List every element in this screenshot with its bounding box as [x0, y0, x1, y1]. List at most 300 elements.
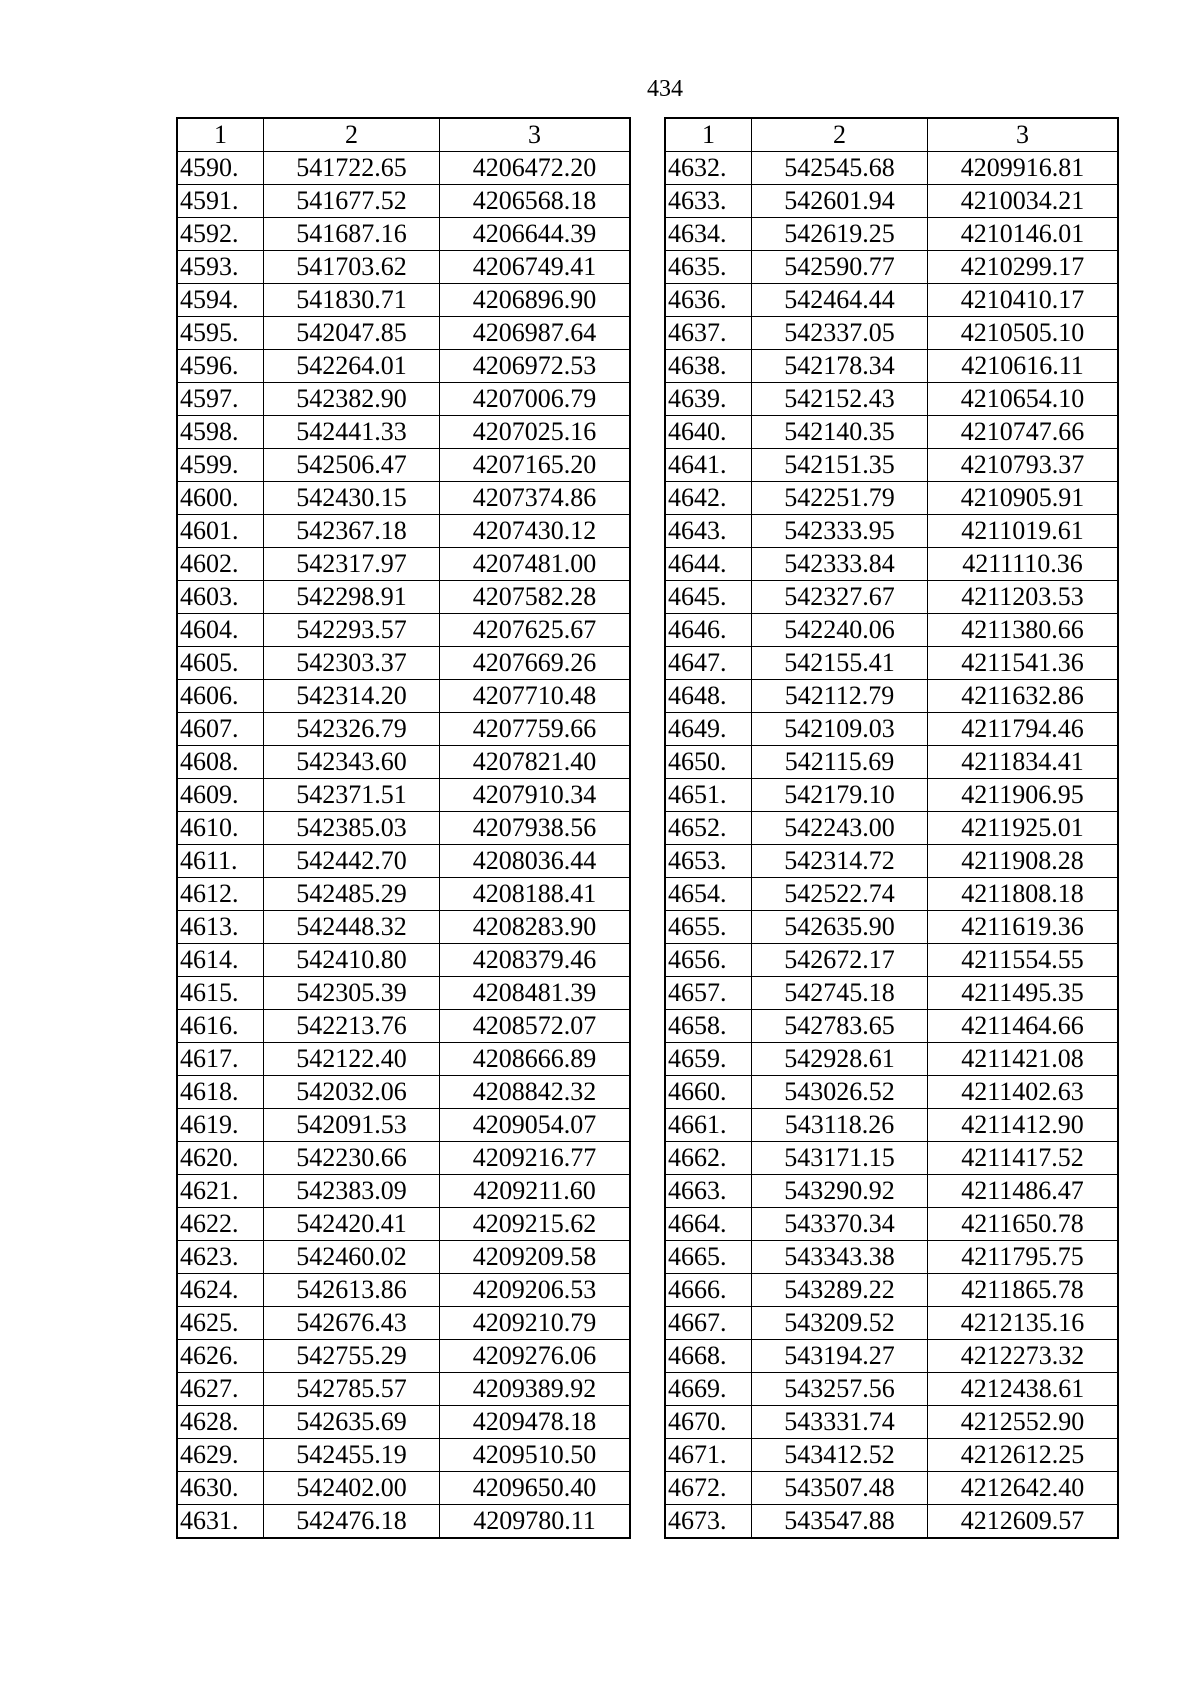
- table-row: [666, 1142, 1118, 1175]
- table-row: [666, 1406, 1118, 1439]
- table-row: [666, 614, 1118, 647]
- x-coordinate-cell: 542179.10: [752, 779, 928, 812]
- y-coordinate-cell: 4206644.39: [440, 218, 630, 251]
- x-coordinate-cell: 542402.00: [264, 1472, 440, 1505]
- x-coordinate-cell: 542314.20: [264, 680, 440, 713]
- table-row: [666, 680, 1118, 713]
- x-coordinate-cell: 542545.68: [752, 152, 928, 185]
- y-coordinate-cell: 4206472.20: [440, 152, 630, 185]
- table-row: [666, 878, 1118, 911]
- y-coordinate-cell: 4212609.57: [928, 1505, 1118, 1538]
- x-coordinate-cell: 542314.72: [752, 845, 928, 878]
- table-row: [178, 284, 630, 317]
- table-row: [178, 614, 630, 647]
- y-coordinate-cell: 4207759.66: [440, 713, 630, 746]
- x-coordinate-cell: 542178.34: [752, 350, 928, 383]
- point-number-cell: 4673.: [666, 1505, 752, 1538]
- point-number-cell: 4623.: [178, 1241, 264, 1274]
- table-row: [178, 350, 630, 383]
- x-coordinate-cell: 542317.97: [264, 548, 440, 581]
- point-number-cell: 4653.: [666, 845, 752, 878]
- x-coordinate-cell: 542441.33: [264, 416, 440, 449]
- table-header-row: [666, 119, 1118, 152]
- point-number-cell: 4658.: [666, 1010, 752, 1043]
- table-row: [178, 1373, 630, 1406]
- y-coordinate-cell: 4211834.41: [928, 746, 1118, 779]
- point-number-cell: 4660.: [666, 1076, 752, 1109]
- table-row: [666, 1241, 1118, 1274]
- table-row: [666, 1439, 1118, 1472]
- x-coordinate-cell: 542343.60: [264, 746, 440, 779]
- y-coordinate-cell: 4208188.41: [440, 878, 630, 911]
- y-coordinate-cell: 4211110.36: [928, 548, 1118, 581]
- point-number-cell: 4644.: [666, 548, 752, 581]
- point-number-cell: 4592.: [178, 218, 264, 251]
- point-number-cell: 4629.: [178, 1439, 264, 1472]
- y-coordinate-cell: 4206568.18: [440, 185, 630, 218]
- point-number-cell: 4601.: [178, 515, 264, 548]
- x-coordinate-cell: 543331.74: [752, 1406, 928, 1439]
- point-number-cell: 4594.: [178, 284, 264, 317]
- table-row: [178, 713, 630, 746]
- x-coordinate-cell: 542152.43: [752, 383, 928, 416]
- point-number-cell: 4617.: [178, 1043, 264, 1076]
- table-row: [666, 218, 1118, 251]
- x-coordinate-cell: 542115.69: [752, 746, 928, 779]
- point-number-cell: 4635.: [666, 251, 752, 284]
- column-header-x: 2: [752, 119, 928, 152]
- point-number-cell: 4661.: [666, 1109, 752, 1142]
- x-coordinate-cell: 542506.47: [264, 449, 440, 482]
- x-coordinate-cell: 543290.92: [752, 1175, 928, 1208]
- column-header-y: 3: [928, 119, 1118, 152]
- y-coordinate-cell: 4207669.26: [440, 647, 630, 680]
- point-number-cell: 4605.: [178, 647, 264, 680]
- y-coordinate-cell: 4210410.17: [928, 284, 1118, 317]
- point-number-cell: 4646.: [666, 614, 752, 647]
- x-coordinate-cell: 543412.52: [752, 1439, 928, 1472]
- y-coordinate-cell: 4207430.12: [440, 515, 630, 548]
- y-coordinate-cell: 4211619.36: [928, 911, 1118, 944]
- table-row: [666, 317, 1118, 350]
- y-coordinate-cell: 4207625.67: [440, 614, 630, 647]
- point-number-cell: 4609.: [178, 779, 264, 812]
- point-number-cell: 4614.: [178, 944, 264, 977]
- table-row: [178, 1307, 630, 1340]
- table-row: [666, 1010, 1118, 1043]
- column-header-number: 1: [178, 119, 264, 152]
- coordinates-table-left: [177, 118, 630, 1538]
- point-number-cell: 4616.: [178, 1010, 264, 1043]
- point-number-cell: 4607.: [178, 713, 264, 746]
- x-coordinate-cell: 542783.65: [752, 1010, 928, 1043]
- x-coordinate-cell: 542151.35: [752, 449, 928, 482]
- table-row: [178, 1142, 630, 1175]
- point-number-cell: 4657.: [666, 977, 752, 1010]
- table-row: [178, 581, 630, 614]
- point-number-cell: 4603.: [178, 581, 264, 614]
- y-coordinate-cell: 4206896.90: [440, 284, 630, 317]
- y-coordinate-cell: 4207481.00: [440, 548, 630, 581]
- y-coordinate-cell: 4206972.53: [440, 350, 630, 383]
- y-coordinate-cell: 4208036.44: [440, 845, 630, 878]
- point-number-cell: 4597.: [178, 383, 264, 416]
- table-row: [178, 944, 630, 977]
- point-number-cell: 4613.: [178, 911, 264, 944]
- table-row: [666, 1208, 1118, 1241]
- y-coordinate-cell: 4207025.16: [440, 416, 630, 449]
- table-row: [178, 152, 630, 185]
- point-number-cell: 4599.: [178, 449, 264, 482]
- y-coordinate-cell: 4212642.40: [928, 1472, 1118, 1505]
- point-number-cell: 4643.: [666, 515, 752, 548]
- x-coordinate-cell: 542047.85: [264, 317, 440, 350]
- table-row: [666, 1307, 1118, 1340]
- table-row: [178, 515, 630, 548]
- table-header-row: [178, 119, 630, 152]
- x-coordinate-cell: 542410.80: [264, 944, 440, 977]
- x-coordinate-cell: 542485.29: [264, 878, 440, 911]
- y-coordinate-cell: 4211794.46: [928, 713, 1118, 746]
- point-number-cell: 4593.: [178, 251, 264, 284]
- point-number-cell: 4612.: [178, 878, 264, 911]
- table-row: [666, 944, 1118, 977]
- table-row: [178, 779, 630, 812]
- table-row: [178, 383, 630, 416]
- y-coordinate-cell: 4211906.95: [928, 779, 1118, 812]
- point-number-cell: 4604.: [178, 614, 264, 647]
- table-row: [666, 1043, 1118, 1076]
- point-number-cell: 4640.: [666, 416, 752, 449]
- table-row: [666, 911, 1118, 944]
- point-number-cell: 4647.: [666, 647, 752, 680]
- x-coordinate-cell: 542635.69: [264, 1406, 440, 1439]
- column-header-y: 3: [440, 119, 630, 152]
- point-number-cell: 4622.: [178, 1208, 264, 1241]
- y-coordinate-cell: 4210905.91: [928, 482, 1118, 515]
- table-row: [178, 878, 630, 911]
- x-coordinate-cell: 541722.65: [264, 152, 440, 185]
- x-coordinate-cell: 542613.86: [264, 1274, 440, 1307]
- point-number-cell: 4591.: [178, 185, 264, 218]
- table-row: [666, 1505, 1118, 1538]
- y-coordinate-cell: 4211541.36: [928, 647, 1118, 680]
- y-coordinate-cell: 4206987.64: [440, 317, 630, 350]
- table-row: [178, 1010, 630, 1043]
- y-coordinate-cell: 4211808.18: [928, 878, 1118, 911]
- point-number-cell: 4636.: [666, 284, 752, 317]
- table-row: [178, 1439, 630, 1472]
- x-coordinate-cell: 542676.43: [264, 1307, 440, 1340]
- x-coordinate-cell: 542455.19: [264, 1439, 440, 1472]
- x-coordinate-cell: 542305.39: [264, 977, 440, 1010]
- table-row: [666, 350, 1118, 383]
- point-number-cell: 4656.: [666, 944, 752, 977]
- table-row: [178, 416, 630, 449]
- y-coordinate-cell: 4209210.79: [440, 1307, 630, 1340]
- point-number-cell: 4628.: [178, 1406, 264, 1439]
- table-row: [666, 548, 1118, 581]
- point-number-cell: 4621.: [178, 1175, 264, 1208]
- point-number-cell: 4668.: [666, 1340, 752, 1373]
- y-coordinate-cell: 4211795.75: [928, 1241, 1118, 1274]
- point-number-cell: 4626.: [178, 1340, 264, 1373]
- table-row: [178, 1505, 630, 1538]
- table-row: [178, 977, 630, 1010]
- y-coordinate-cell: 4209650.40: [440, 1472, 630, 1505]
- point-number-cell: 4670.: [666, 1406, 752, 1439]
- point-number-cell: 4652.: [666, 812, 752, 845]
- x-coordinate-cell: 542785.57: [264, 1373, 440, 1406]
- y-coordinate-cell: 4210616.11: [928, 350, 1118, 383]
- x-coordinate-cell: 542601.94: [752, 185, 928, 218]
- point-number-cell: 4649.: [666, 713, 752, 746]
- x-coordinate-cell: 542333.95: [752, 515, 928, 548]
- table-row: [666, 251, 1118, 284]
- y-coordinate-cell: 4211495.35: [928, 977, 1118, 1010]
- point-number-cell: 4624.: [178, 1274, 264, 1307]
- x-coordinate-cell: 543194.27: [752, 1340, 928, 1373]
- x-coordinate-cell: 542112.79: [752, 680, 928, 713]
- x-coordinate-cell: 542140.35: [752, 416, 928, 449]
- table-row: [666, 977, 1118, 1010]
- y-coordinate-cell: 4207938.56: [440, 812, 630, 845]
- y-coordinate-cell: 4210146.01: [928, 218, 1118, 251]
- table-row: [666, 581, 1118, 614]
- table-row: [178, 1109, 630, 1142]
- y-coordinate-cell: 4212273.32: [928, 1340, 1118, 1373]
- y-coordinate-cell: 4211421.08: [928, 1043, 1118, 1076]
- x-coordinate-cell: 542333.84: [752, 548, 928, 581]
- y-coordinate-cell: 4211019.61: [928, 515, 1118, 548]
- point-number-cell: 4632.: [666, 152, 752, 185]
- table-row: [666, 1472, 1118, 1505]
- point-number-cell: 4645.: [666, 581, 752, 614]
- x-coordinate-cell: 542755.29: [264, 1340, 440, 1373]
- point-number-cell: 4663.: [666, 1175, 752, 1208]
- table-row: [178, 812, 630, 845]
- table-row: [178, 482, 630, 515]
- y-coordinate-cell: 4211412.90: [928, 1109, 1118, 1142]
- x-coordinate-cell: 542383.09: [264, 1175, 440, 1208]
- x-coordinate-cell: 542476.18: [264, 1505, 440, 1538]
- x-coordinate-cell: 542460.02: [264, 1241, 440, 1274]
- y-coordinate-cell: 4209211.60: [440, 1175, 630, 1208]
- table-row: [178, 548, 630, 581]
- table-row: [178, 1175, 630, 1208]
- table-row: [178, 185, 630, 218]
- x-coordinate-cell: 543289.22: [752, 1274, 928, 1307]
- x-coordinate-cell: 542464.44: [752, 284, 928, 317]
- y-coordinate-cell: 4208572.07: [440, 1010, 630, 1043]
- x-coordinate-cell: 542091.53: [264, 1109, 440, 1142]
- y-coordinate-cell: 4209209.58: [440, 1241, 630, 1274]
- y-coordinate-cell: 4211925.01: [928, 812, 1118, 845]
- y-coordinate-cell: 4211402.63: [928, 1076, 1118, 1109]
- y-coordinate-cell: 4207374.86: [440, 482, 630, 515]
- y-coordinate-cell: 4211632.86: [928, 680, 1118, 713]
- table-row: [666, 713, 1118, 746]
- point-number-cell: 4659.: [666, 1043, 752, 1076]
- x-coordinate-cell: 542303.37: [264, 647, 440, 680]
- point-number-cell: 4641.: [666, 449, 752, 482]
- point-number-cell: 4625.: [178, 1307, 264, 1340]
- point-number-cell: 4600.: [178, 482, 264, 515]
- point-number-cell: 4620.: [178, 1142, 264, 1175]
- y-coordinate-cell: 4210505.10: [928, 317, 1118, 350]
- table-row: [666, 449, 1118, 482]
- y-coordinate-cell: 4211203.53: [928, 581, 1118, 614]
- table-row: [666, 152, 1118, 185]
- table-row: [666, 746, 1118, 779]
- point-number-cell: 4618.: [178, 1076, 264, 1109]
- y-coordinate-cell: 4210747.66: [928, 416, 1118, 449]
- x-coordinate-cell: 542367.18: [264, 515, 440, 548]
- point-number-cell: 4602.: [178, 548, 264, 581]
- table-row: [666, 1109, 1118, 1142]
- y-coordinate-cell: 4211486.47: [928, 1175, 1118, 1208]
- point-number-cell: 4654.: [666, 878, 752, 911]
- x-coordinate-cell: 541830.71: [264, 284, 440, 317]
- table-row: [178, 746, 630, 779]
- y-coordinate-cell: 4206749.41: [440, 251, 630, 284]
- x-coordinate-cell: 542326.79: [264, 713, 440, 746]
- x-coordinate-cell: 542293.57: [264, 614, 440, 647]
- table-row: [178, 647, 630, 680]
- x-coordinate-cell: 542122.40: [264, 1043, 440, 1076]
- y-coordinate-cell: 4210793.37: [928, 449, 1118, 482]
- y-coordinate-cell: 4207006.79: [440, 383, 630, 416]
- y-coordinate-cell: 4209510.50: [440, 1439, 630, 1472]
- table-row: [178, 911, 630, 944]
- table-row: [666, 482, 1118, 515]
- x-coordinate-cell: 543257.56: [752, 1373, 928, 1406]
- x-coordinate-cell: 542230.66: [264, 1142, 440, 1175]
- x-coordinate-cell: 542240.06: [752, 614, 928, 647]
- y-coordinate-cell: 4207710.48: [440, 680, 630, 713]
- table-row: [178, 1043, 630, 1076]
- y-coordinate-cell: 4208283.90: [440, 911, 630, 944]
- point-number-cell: 4655.: [666, 911, 752, 944]
- table-row: [666, 1274, 1118, 1307]
- x-coordinate-cell: 542213.76: [264, 1010, 440, 1043]
- x-coordinate-cell: 542155.41: [752, 647, 928, 680]
- table-row: [666, 1076, 1118, 1109]
- y-coordinate-cell: 4212438.61: [928, 1373, 1118, 1406]
- point-number-cell: 4638.: [666, 350, 752, 383]
- point-number-cell: 4642.: [666, 482, 752, 515]
- point-number-cell: 4627.: [178, 1373, 264, 1406]
- y-coordinate-cell: 4211417.52: [928, 1142, 1118, 1175]
- point-number-cell: 4664.: [666, 1208, 752, 1241]
- point-number-cell: 4596.: [178, 350, 264, 383]
- page-number: 434: [647, 76, 683, 102]
- point-number-cell: 4665.: [666, 1241, 752, 1274]
- y-coordinate-cell: 4211908.28: [928, 845, 1118, 878]
- x-coordinate-cell: 542619.25: [752, 218, 928, 251]
- x-coordinate-cell: 542522.74: [752, 878, 928, 911]
- y-coordinate-cell: 4211554.55: [928, 944, 1118, 977]
- x-coordinate-cell: 542327.67: [752, 581, 928, 614]
- table-row: [666, 1373, 1118, 1406]
- y-coordinate-cell: 4208379.46: [440, 944, 630, 977]
- point-number-cell: 4598.: [178, 416, 264, 449]
- x-coordinate-cell: 542382.90: [264, 383, 440, 416]
- point-number-cell: 4595.: [178, 317, 264, 350]
- x-coordinate-cell: 543547.88: [752, 1505, 928, 1538]
- table-row: [666, 1175, 1118, 1208]
- y-coordinate-cell: 4208481.39: [440, 977, 630, 1010]
- table-row: [666, 812, 1118, 845]
- x-coordinate-cell: 542442.70: [264, 845, 440, 878]
- table-row: [666, 515, 1118, 548]
- y-coordinate-cell: 4209916.81: [928, 152, 1118, 185]
- y-coordinate-cell: 4210299.17: [928, 251, 1118, 284]
- point-number-cell: 4669.: [666, 1373, 752, 1406]
- point-number-cell: 4662.: [666, 1142, 752, 1175]
- y-coordinate-cell: 4208842.32: [440, 1076, 630, 1109]
- x-coordinate-cell: 543507.48: [752, 1472, 928, 1505]
- x-coordinate-cell: 542371.51: [264, 779, 440, 812]
- table-row: [666, 383, 1118, 416]
- table-row: [666, 845, 1118, 878]
- y-coordinate-cell: 4209389.92: [440, 1373, 630, 1406]
- y-coordinate-cell: 4208666.89: [440, 1043, 630, 1076]
- x-coordinate-cell: 542590.77: [752, 251, 928, 284]
- table-row: [178, 251, 630, 284]
- x-coordinate-cell: 542109.03: [752, 713, 928, 746]
- x-coordinate-cell: 542448.32: [264, 911, 440, 944]
- y-coordinate-cell: 4209054.07: [440, 1109, 630, 1142]
- x-coordinate-cell: 542251.79: [752, 482, 928, 515]
- table-row: [666, 416, 1118, 449]
- x-coordinate-cell: 543118.26: [752, 1109, 928, 1142]
- table-row: [178, 1241, 630, 1274]
- y-coordinate-cell: 4207910.34: [440, 779, 630, 812]
- table-row: [666, 1340, 1118, 1373]
- table-row: [178, 218, 630, 251]
- point-number-cell: 4611.: [178, 845, 264, 878]
- y-coordinate-cell: 4209780.11: [440, 1505, 630, 1538]
- table-row: [178, 1208, 630, 1241]
- column-header-x: 2: [264, 119, 440, 152]
- point-number-cell: 4637.: [666, 317, 752, 350]
- point-number-cell: 4590.: [178, 152, 264, 185]
- table-row: [666, 284, 1118, 317]
- x-coordinate-cell: 541703.62: [264, 251, 440, 284]
- y-coordinate-cell: 4211865.78: [928, 1274, 1118, 1307]
- y-coordinate-cell: 4211380.66: [928, 614, 1118, 647]
- y-coordinate-cell: 4211650.78: [928, 1208, 1118, 1241]
- point-number-cell: 4671.: [666, 1439, 752, 1472]
- point-number-cell: 4606.: [178, 680, 264, 713]
- x-coordinate-cell: 542298.91: [264, 581, 440, 614]
- y-coordinate-cell: 4212552.90: [928, 1406, 1118, 1439]
- table-row: [666, 647, 1118, 680]
- x-coordinate-cell: 543026.52: [752, 1076, 928, 1109]
- coordinates-table-right: [665, 118, 1118, 1538]
- x-coordinate-cell: 541687.16: [264, 218, 440, 251]
- point-number-cell: 4610.: [178, 812, 264, 845]
- table-row: [178, 1472, 630, 1505]
- x-coordinate-cell: 542243.00: [752, 812, 928, 845]
- point-number-cell: 4648.: [666, 680, 752, 713]
- x-coordinate-cell: 542430.15: [264, 482, 440, 515]
- table-row: [178, 1340, 630, 1373]
- x-coordinate-cell: 542385.03: [264, 812, 440, 845]
- point-number-cell: 4619.: [178, 1109, 264, 1142]
- y-coordinate-cell: 4209206.53: [440, 1274, 630, 1307]
